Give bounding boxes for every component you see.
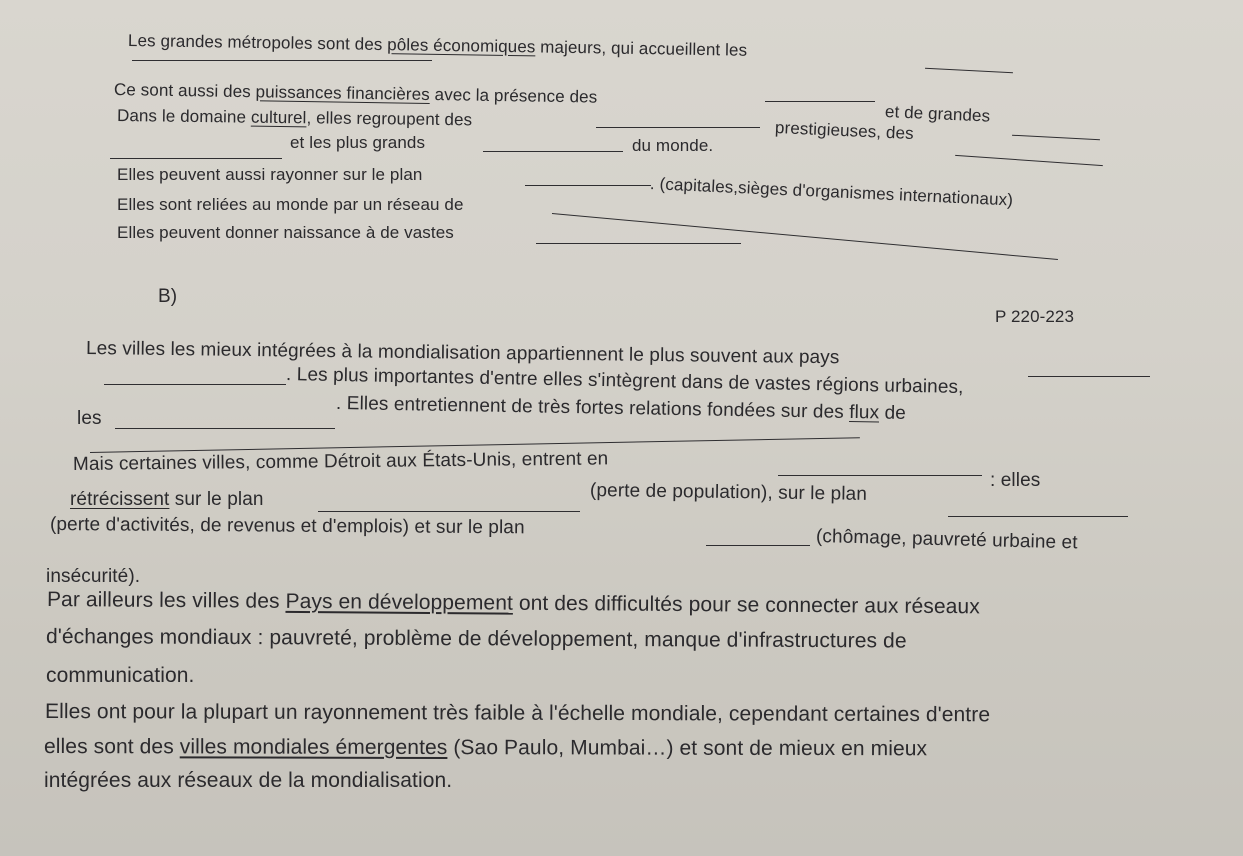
text-line-b2: . Les plus importantes d'entre elles s'intègrent dans de vastes régions urbaines, <box>285 364 964 399</box>
text-segment: Ce sont aussi des <box>113 80 256 102</box>
blank-line <box>596 127 760 128</box>
text-line-5-right: . (capitales,sièges d'organismes internationaux) <box>649 174 1014 210</box>
text-line-b8 <box>47 588 980 619</box>
underlined-term: flux <box>849 401 880 424</box>
text-line-b1: Les villes les mieux intégrées à la mondialisation appartiennent le plus souvent aux pays <box>85 338 840 369</box>
blank-line <box>552 213 1058 260</box>
text-segment: Par ailleurs les villes des <box>46 588 286 613</box>
page-reference: P 220-223 <box>995 307 1075 326</box>
text-line-4b: du monde. <box>632 136 714 155</box>
text-segment: majeurs, qui accueillent les <box>535 37 748 60</box>
text-segment: sur le plan <box>169 489 264 510</box>
blank-line <box>110 158 282 159</box>
underlined-term: pôles économiques <box>387 35 536 57</box>
underlined-term: puissances financières <box>255 82 430 104</box>
text-line-5: Elles peuvent aussi rayonner sur le plan <box>117 165 423 184</box>
underlined-term: rétrécissent <box>70 489 170 510</box>
blank-line <box>525 185 651 186</box>
text-segment: Dans le domaine <box>116 106 252 127</box>
text-line-b3-les: les <box>77 408 102 429</box>
blank-line <box>778 475 982 476</box>
blank-line <box>115 428 335 429</box>
text-segment: avec la présence des <box>429 84 598 107</box>
text-line-b3 <box>336 393 906 425</box>
text-segment: . Elles entretiennent de très fortes relations fondées sur des <box>335 393 850 423</box>
blank-line <box>925 68 1013 74</box>
text-line-4a: et les plus grands <box>290 133 426 152</box>
blank-line <box>536 243 741 244</box>
blank-line <box>948 516 1128 517</box>
text-line-b9: d'échanges mondiaux : pauvreté, problème de développement, manque d'infrastructures de <box>45 625 907 653</box>
text-line-b7: insécurité). <box>46 566 141 587</box>
text-line-6: Elles sont reliées au monde par un réseau de <box>117 195 464 214</box>
text-segment: , elles regroupent des <box>306 108 473 130</box>
text-line-b4: Mais certaines villes, comme Détroit aux États-Unis, entrent en <box>72 448 609 475</box>
text-line-3-right: prestigieuses, des <box>774 118 915 144</box>
underlined-term: Pays en développement <box>285 589 514 615</box>
blank-line <box>1012 135 1100 141</box>
blank-line <box>132 60 432 61</box>
blank-line <box>765 101 875 102</box>
section-b-heading: B) <box>158 286 178 307</box>
blank-line <box>955 155 1103 166</box>
text-line-b10: communication. <box>46 664 195 687</box>
text-line-b13: intégrées aux réseaux de la mondialisation. <box>44 769 453 792</box>
text-segment: ont des difficultés pour se connecter aux réseaux <box>512 591 980 619</box>
text-line-7: Elles peuvent donner naissance à de vastes <box>117 223 454 242</box>
blank-line <box>318 511 580 512</box>
text-line-b5-mid: (perte de population), sur le plan <box>589 480 868 505</box>
underlined-term: villes mondiales émergentes <box>179 735 448 760</box>
blank-line <box>104 384 286 385</box>
text-line-2-right: et de grandes <box>884 102 991 126</box>
text-line-2 <box>114 80 598 108</box>
text-line-b11: Elles ont pour la plupart un rayonnement très faible à l'échelle mondiale, cependant certaines d'entre <box>44 700 991 727</box>
text-segment: Les grandes métropoles sont des <box>127 31 388 55</box>
text-line-b6: (perte d'activités, de revenus et d'emplois) et sur le plan <box>49 514 525 539</box>
blank-line <box>483 151 623 152</box>
text-line-b12 <box>44 735 927 761</box>
text-line-1 <box>128 31 747 61</box>
text-segment: (Sao Paulo, Mumbai…) et sont de mieux en mieux <box>447 736 928 761</box>
text-segment: elles sont des <box>43 735 180 759</box>
text-line-b6-right: (chômage, pauvreté urbaine et <box>815 526 1078 554</box>
underlined-term: culturel <box>250 107 307 128</box>
text-line-b5 <box>70 489 264 511</box>
text-segment: de <box>878 402 907 424</box>
blank-line <box>1028 376 1150 377</box>
text-line-3 <box>117 106 472 130</box>
text-line-b4-right: : elles <box>990 470 1041 491</box>
blank-line <box>706 545 810 546</box>
